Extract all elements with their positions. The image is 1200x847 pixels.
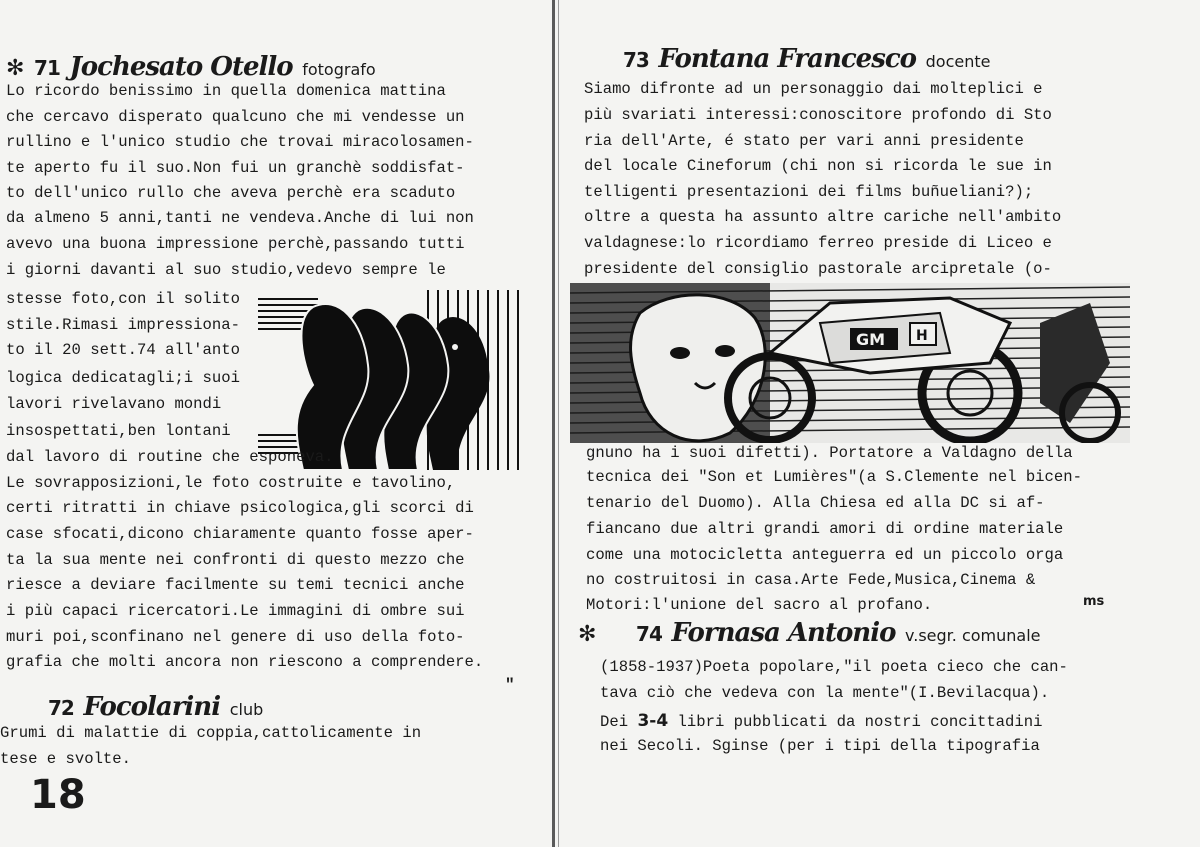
entry-71-line-2: che cercavo disperato qualcuno che mi vendesse un: [6, 108, 465, 126]
entry-71-line-8: i giorni davanti al suo studio,vedevo sempre le: [6, 261, 446, 279]
entry-73-heading: [623, 44, 990, 74]
entry-73-line-14: no costruitosi in casa.Arte Fede,Musica,Cinema &: [586, 571, 1036, 589]
entry-71-line-10: stile.Rimasi impressiona-: [6, 316, 240, 334]
cross-icon: ✻: [6, 56, 25, 81]
entry-71-name: Jochesato Otello: [69, 52, 293, 82]
entry-73-line-1: Siamo difronte ad un personaggio dai molteplici e: [584, 80, 1043, 98]
entry-71-line-1: Lo ricordo benissimo in quella domenica mattina: [6, 82, 446, 100]
motorcycle-illustration: [570, 283, 1130, 443]
entry-73-line-5: telligenti presentazioni dei films buñueliani?);: [584, 183, 1034, 201]
entry-73-line-8: presidente del consiglio pastorale arcipretale (o-: [584, 260, 1052, 278]
entry-72-line-2: tese e svolte.: [0, 750, 132, 768]
entry-71-line-18: case sfocati,dicono chiaramente quanto fosse aper-: [6, 525, 474, 543]
entry-74-role: v.segr. comunale: [905, 626, 1041, 645]
entry-72-role: club: [229, 700, 264, 719]
entry-71-number: 71: [34, 56, 60, 80]
entry-73-line-4: del locale Cineforum (chi non si ricorda le sue in: [584, 157, 1052, 175]
entry-71-line-23: grafia che molti ancora non riescono a comprendere.: [6, 653, 484, 671]
entry-71-line-4: te aperto fu il suo.Non fui un granchè soddisfat-: [6, 159, 465, 177]
entry-73-line-3: ria dell'Arte, é stato per vari anni presidente: [584, 132, 1024, 150]
ditto-mark: ": [505, 676, 515, 694]
entry-73-line-10: tecnica dei "Son et Lumières"(a S.Clemente nel bicen-: [586, 468, 1082, 486]
entry-74-heading: [578, 618, 1041, 648]
entry-71-line-21: i più capaci ricercatori.Le immagini di ombre sui: [6, 602, 465, 620]
entry-71-line-20: riesce a deviare facilmente su temi tecnici anche: [6, 576, 465, 594]
entry-71-line-22: muri poi,sconfinano nel genere di uso della foto-: [6, 628, 465, 646]
silhouette-illustration: [258, 285, 528, 470]
entry-71-line-19: ta la sua mente nei confronti di questo mezzo che: [6, 551, 465, 569]
motorcycle-plate-h: H: [916, 328, 928, 344]
entry-71-line-11: to il 20 sett.74 all'anto: [6, 341, 240, 359]
entry-74-line-2: tava ciò che vedeva con la mente"(I.Bevilacqua).: [600, 684, 1050, 702]
entry-72-line-1: Grumi di malattie di coppia,cattolicamente in: [0, 724, 422, 742]
author-signature: ms: [1083, 594, 1105, 609]
entry-73-line-13: come una motocicletta anteguerra ed un piccolo orga: [586, 546, 1064, 564]
entry-74-book-count: 3-4: [637, 711, 669, 731]
entry-73-name: Fontana Francesco: [658, 44, 917, 74]
entry-71-line-6: da almeno 5 anni,tanti ne vendeva.Anche di lui non: [6, 209, 474, 227]
entry-74-name: Fornasa Antonio: [671, 618, 896, 648]
entry-71-line-7: avevo una buona impressione perchè,passando tutti: [6, 235, 465, 253]
entry-71-line-15: dal lavoro di routine che esponeva.: [6, 448, 334, 466]
entry-72-name: Focolarini: [83, 692, 221, 722]
entry-74-line-4: nei Secoli. Sginse (per i tipi della tipografia: [600, 737, 1040, 755]
entry-73-line-11: tenario del Duomo). Alla Chiesa ed alla DC si af-: [586, 494, 1045, 512]
entry-74-line-3-end: libri pubblicati da nostri concittadini: [668, 713, 1043, 731]
entry-71-line-16: Le sovrapposizioni,le foto costruite e tavolino,: [6, 474, 456, 492]
page-number: 18: [30, 772, 86, 818]
entry-71-line-14: insospettati,ben lontani: [6, 422, 231, 440]
entry-73-role: docente: [925, 52, 991, 71]
entry-73-line-6: oltre a questa ha assunto altre cariche nell'ambito: [584, 208, 1062, 226]
entry-73-line-2: più svariati interessi:conoscitore profondo di Sto: [584, 106, 1052, 124]
entry-71-heading: [6, 52, 376, 82]
entry-72-number: 72: [48, 696, 74, 720]
entry-74-number: 74: [636, 622, 662, 646]
entry-73-line-15: Motori:l'unione del sacro al profano.: [586, 596, 933, 614]
entry-71-line-3: rullino e l'unico studio che trovai miracolosamen-: [6, 133, 474, 151]
entry-71-role: fotografo: [302, 60, 376, 79]
entry-71-line-17: certi ritratti in chiave psicologica,gli scorci di: [6, 499, 474, 517]
entry-73-line-12: fiancano due altri grandi amori di ordine materiale: [586, 520, 1064, 538]
page-gutter: [552, 0, 555, 847]
cross-icon: ✻: [578, 622, 597, 647]
entry-73-number: 73: [623, 48, 649, 72]
page-gutter-edge: [558, 0, 559, 847]
entry-71-line-9: stesse foto,con il solito: [6, 290, 240, 308]
entry-74-line-1: (1858-1937)Poeta popolare,"il poeta cieco che can-: [600, 658, 1068, 676]
entry-71-line-13: lavori rivelavano mondi: [6, 395, 222, 413]
entry-72-heading: [48, 692, 263, 722]
motorcycle-plate-gm: GM: [856, 330, 886, 349]
entry-73-line-7: valdagnese:lo ricordiamo ferreo preside di Liceo e: [584, 234, 1052, 252]
entry-73-line-9: gnuno ha i suoi difetti). Portatore a Valdagno della: [586, 444, 1073, 462]
entry-74-line-3-start: Dei: [600, 713, 638, 731]
entry-71-line-5: to dell'unico rullo che aveva perchè era scaduto: [6, 184, 456, 202]
entry-71-line-12: logica dedicatagli;i suoi: [6, 369, 240, 387]
entry-74-line-3: [600, 713, 1042, 731]
